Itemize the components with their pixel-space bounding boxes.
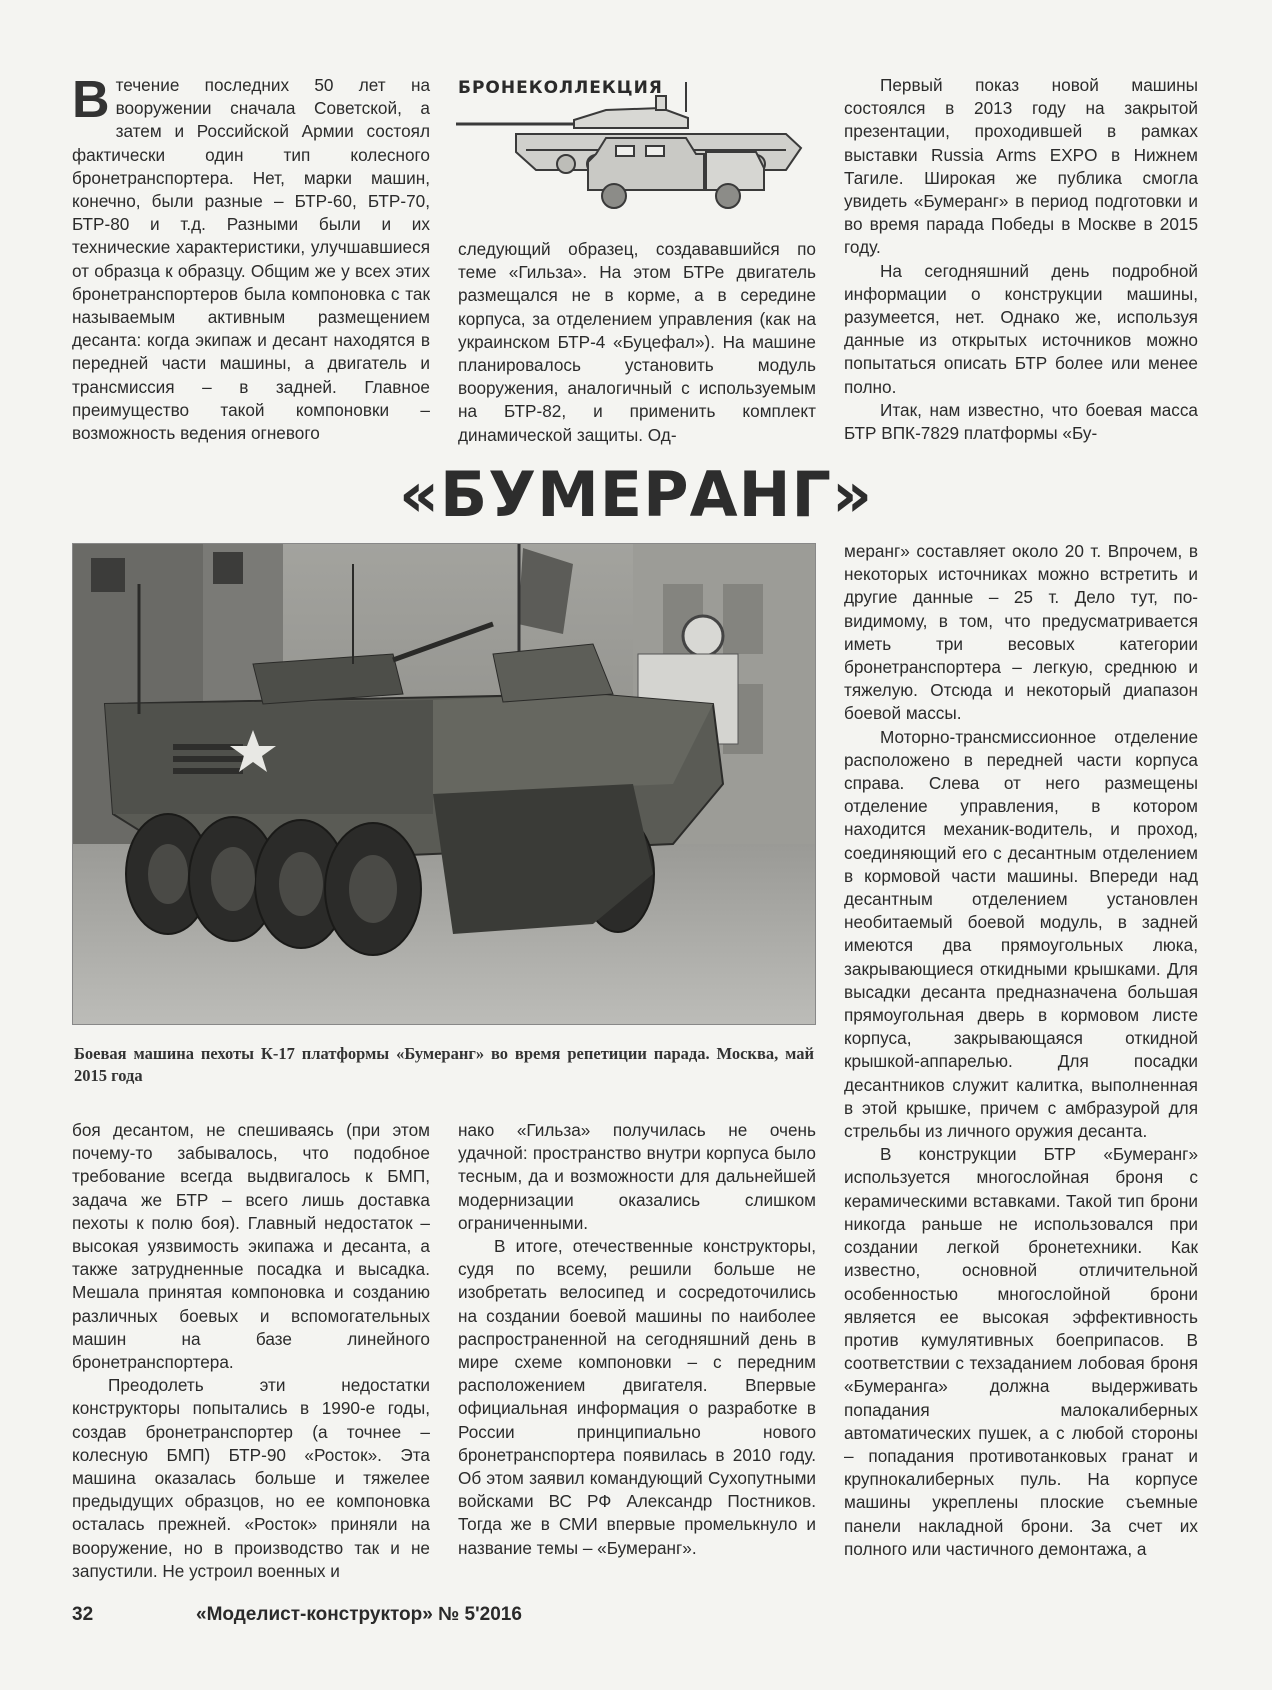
- paragraph: меранг» составляет около 20 т. Впрочем, в некоторых источниках можно встретить и другие данные – 25 т. Дело тут, по-видимому, в том, что предусматривается иметь три весовых категории бронетранспортера – легкую, среднюю и тяжелую. Отсюда и некоторый диапазон боевой массы.: [844, 541, 1198, 724]
- paragraph: На сегодняшний день подробной информации о конструкции машины, разумеется, нет. Однако же, используя данные из открытых источников можно попытаться описать БТР более или менее полно.: [844, 260, 1198, 397]
- photo-caption: Боевая машина пехоты К-17 платформы «Бумеранг» во время репетиции парада. Москва, май 2015 года: [74, 1044, 814, 1085]
- paragraph: следующий образец, создававшийся по теме «Гильза». На этом БТРе двигатель размещался не в корме, а в середине корпуса, за отделением управления (как на украинском БТР-4 «Буцефал»). На машине планировалось установить модуль вооружения, аналогичный с используемым на БТР-82, и применить комплект динамической защиты. Од-: [458, 239, 816, 445]
- paragraph: течение последних 50 лет на вооружении сначала Советской, а затем и Российской Армии состоял фактически один тип колесного бронетранспортера. Нет, марки машин, конечно, были разные – БТР-60, БТР-70, БТР-80 и т.д. Разными были и их технические характеристики, улучшавшиеся от образца к образцу. Общим же у всех этих бронетранспортеров была компоновка с так называемым активным размещением десанта: когда экипаж и десант находятся в передней части машины, а двигатель и трансмиссия – в задней. Главное преимущество такой компоновки – возможность ведения огневого: [72, 75, 430, 444]
- paragraph: Итак, нам известно, что боевая масса БТР ВПК-7829 платформы «Бу-: [844, 399, 1198, 444]
- publication-title: «Моделист-конструктор» № 5'2016: [196, 1604, 522, 1625]
- column-2-top: [458, 238, 816, 447]
- btr-boomerang-image: [73, 544, 815, 1024]
- paragraph: нако «Гильза» получилась не очень удачной: пространство внутри корпуса было тесным, да и возможности для дальнейшей модернизации оказались слишком ограниченными.: [458, 1120, 816, 1233]
- paragraph: Моторно-трансмиссионное отделение расположено в передней части корпуса справа. Слева от него размещены отделение управления, в котором находится механик-водитель, и проход, соединяющий его с десантным отделением в кормовой части машины. Впереди над десантным отделением установлен необитаемый боевой модуль, в задней имеются два прямоугольных люка, закрывающиеся откидными крышками. Для высадки десанта предназначена большая прямоугольная дверь в кормовом листе корпуса, закрывающаяся откидной крышкой-аппарелью. Для посадки десантников служит калитка, выполненная в этой крышке, причем с амбразурой для стрельбы из личного оружия десанта.: [844, 726, 1198, 1142]
- paragraph: В итоге, отечественные конструкторы, судя по всему, решили больше не изобретать велосипед и сосредоточились на создании боевой машины по наиболее распространенной на сегодняшний день в мире схеме компоновки – с передним расположением двигателя. Впервые официальная информация о разработке в России принципиально нового бронетранспортера появилась в 2010 году. Об этом заявил командующий Сухопутными войсками ВС РФ Александр Постников. Тогда же в СМИ впервые промелькнуло и название темы – «Бумеранг».: [458, 1236, 816, 1558]
- column-3-bottom: [844, 540, 1198, 1561]
- paragraph: Преодолеть эти недостатки конструкторы попытались в 1990-е годы, создав бронетранспортер (а точнее – колесную БМП) БТР-90 «Росток». Эта машина оказалась больше и тяжелее предыдущих образцов, но ее компоновка осталась прежней. «Росток» приняли на вооружение, но в производство так и не запустили. Не устроил военных и: [72, 1375, 430, 1581]
- vehicle-photo: [72, 543, 816, 1025]
- page-number: 32: [72, 1604, 94, 1625]
- article-headline: «БУМЕРАНГ»: [398, 458, 874, 531]
- column-3-top: [844, 74, 1198, 445]
- paragraph: В конструкции БТР «Бумеранг» используется многослойная броня с керамическими вставками. Такой тип брони никогда раньше не использовался при создании легкой бронетехники. Как известно, основной отличительной особенностью многослойной брони является ее высокая эффективность против кумулятивных боеприпасов. В соответствии с техзаданием лобовая броня «Бумеранга» должна выдерживать попадания малокалиберных автоматических пушек, а с любой стороны – попадания противотанковых гранат и крупнокалиберных пуль. На корпусе машины укреплены плоские съемные панели накладной брони. За счет их полного или частичного демонтажа, а: [844, 1144, 1198, 1559]
- section-label: БРОНЕКОЛЛЕКЦИЯ: [458, 78, 663, 98]
- paragraph: боя десантом, не спешиваясь (при этом почему-то забывалось, что подобное требование всегда выдвигалось к БМП, задача же БТР – всего лишь доставка пехоты к полю боя). Главный недостаток – высокая уязвимость экипажа и десанта, а также затрудненные посадка и высадка. Мешала принятая компоновка и созданию различных боевых и вспомогательных машин на базе линейного бронетранспортера.: [72, 1120, 430, 1373]
- drop-cap: В: [72, 71, 110, 129]
- column-1-bottom: [72, 1119, 430, 1583]
- column-2-bottom: [458, 1119, 816, 1560]
- paragraph: Первый показ новой машины состоялся в 2013 году на закрытой презентации, проходившей в рамках выставки Russia Arms EXPO в Нижнем Тагиле. Широкая же публика смогла увидеть «Бумеранг» в период подготовки и во время парада Победы в Москве в 2015 году.: [844, 75, 1198, 258]
- column-1-top: [72, 71, 430, 445]
